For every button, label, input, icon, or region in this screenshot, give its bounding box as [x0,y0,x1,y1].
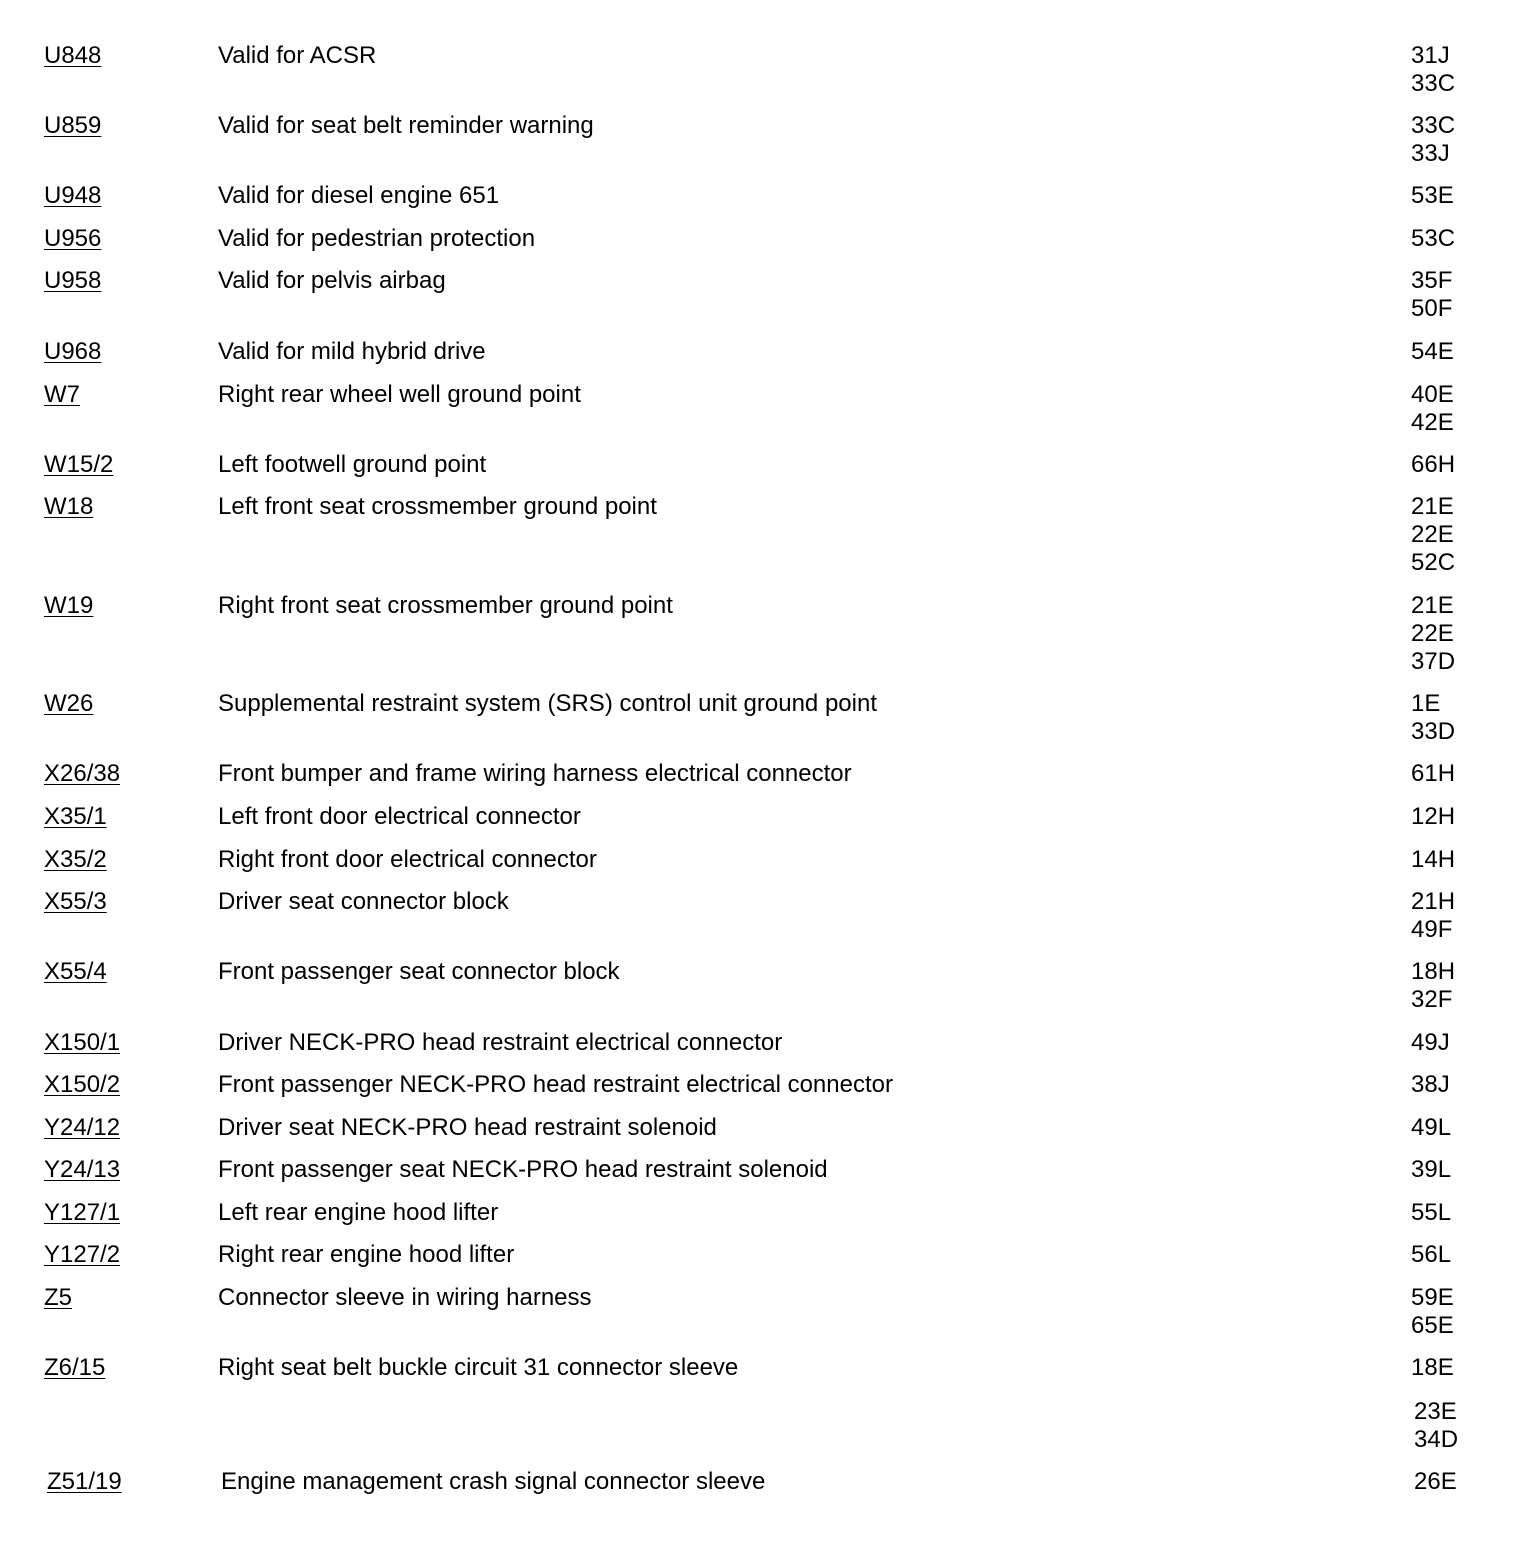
grid-references [1411,493,1455,577]
component-description: Valid for pedestrian protection [218,225,536,252]
grid-references [1411,225,1455,253]
grid-reference: 18E [1411,1354,1454,1381]
component-description: Left rear engine hood lifter [218,1199,499,1226]
component-code[interactable]: Z6/15 [44,1354,106,1381]
grid-references [1411,846,1455,874]
grid-references [1411,182,1454,210]
grid-references [1411,1199,1451,1227]
grid-references [1411,1156,1451,1184]
grid-reference: 59E [1411,1284,1454,1311]
grid-reference: 23E [1414,1398,1457,1425]
component-code[interactable]: Y127/1 [44,1199,121,1226]
grid-reference: 50F [1411,295,1453,322]
grid-references [1411,760,1455,788]
component-code[interactable]: U956 [44,225,102,252]
grid-reference: 1E [1411,690,1441,717]
grid-reference: 53C [1411,225,1456,252]
component-description: Driver NECK-PRO head restraint electrical connector [218,1029,783,1056]
component-code[interactable]: Z5 [44,1284,73,1311]
grid-references [1411,1071,1450,1099]
grid-reference: 49L [1411,1114,1452,1141]
grid-references [1411,1241,1451,1269]
grid-reference: 61H [1411,760,1456,787]
component-code[interactable]: U948 [44,182,102,209]
grid-references [1411,888,1455,944]
component-code[interactable]: Z51/19 [47,1468,122,1495]
component-description: Front bumper and frame wiring harness electrical connector [218,760,852,787]
component-description: Right rear wheel well ground point [218,381,581,408]
component-description: Valid for diesel engine 651 [218,182,500,209]
grid-reference: 38J [1411,1071,1450,1098]
grid-reference: 56L [1411,1241,1452,1268]
grid-references [1411,958,1455,1014]
component-description: Right front door electrical connector [218,846,597,873]
grid-reference: 33C [1411,70,1456,97]
component-description: Valid for mild hybrid drive [218,338,486,365]
grid-reference: 37D [1411,648,1456,675]
grid-reference: 21H [1411,888,1456,915]
grid-references [1411,592,1455,676]
grid-references [1411,1284,1454,1340]
component-description: Right seat belt buckle circuit 31 connector sleeve [218,1354,739,1381]
component-code[interactable]: Y127/2 [44,1241,121,1268]
grid-reference: 52C [1411,549,1456,576]
component-code[interactable]: W26 [44,690,94,717]
component-code[interactable]: X26/38 [44,760,121,787]
grid-references [1411,1114,1451,1142]
component-code[interactable]: U848 [44,42,102,69]
grid-reference: 18H [1411,958,1456,985]
grid-references [1411,1354,1454,1382]
grid-references [1411,112,1455,168]
component-code[interactable]: X35/2 [44,846,107,873]
grid-reference: 22E [1411,521,1454,548]
grid-references [1411,42,1455,98]
grid-reference: 65E [1411,1312,1454,1339]
grid-reference: 42E [1411,409,1454,436]
component-code[interactable]: X150/2 [44,1071,121,1098]
component-description: Left footwell ground point [218,451,487,478]
component-description: Right rear engine hood lifter [218,1241,515,1268]
grid-references [1414,1468,1457,1496]
component-code[interactable]: Y24/13 [44,1156,121,1183]
component-description: Valid for pelvis airbag [218,267,446,294]
grid-reference: 49F [1411,916,1453,943]
grid-references [1411,381,1454,437]
component-description: Front passenger seat connector block [218,958,620,985]
component-code[interactable]: Y24/12 [44,1114,121,1141]
grid-reference: 31J [1411,42,1450,69]
component-description: Left front door electrical connector [218,803,581,830]
component-code[interactable]: U958 [44,267,102,294]
grid-reference: 21E [1411,493,1454,520]
component-code[interactable]: W18 [44,493,94,520]
component-description: Engine management crash signal connector sleeve [221,1468,766,1495]
component-code[interactable]: X55/3 [44,888,107,915]
grid-reference: 55L [1411,1199,1452,1226]
grid-reference: 21E [1411,592,1454,619]
grid-reference: 14H [1411,846,1456,873]
grid-reference: 54E [1411,338,1454,365]
component-description: Supplemental restraint system (SRS) control unit ground point [218,690,877,717]
component-code[interactable]: X35/1 [44,803,107,830]
grid-references [1411,690,1455,746]
component-code[interactable]: W19 [44,592,94,619]
component-description: Driver seat connector block [218,888,509,915]
grid-reference: 49J [1411,1029,1450,1056]
grid-reference: 35F [1411,267,1453,294]
component-description: Connector sleeve in wiring harness [218,1284,592,1311]
grid-references [1411,803,1455,831]
component-description: Front passenger NECK-PRO head restraint electrical connector [218,1071,893,1098]
grid-reference: 33C [1411,112,1456,139]
grid-reference: 22E [1411,620,1454,647]
grid-reference: 26E [1414,1468,1457,1495]
grid-reference: 34D [1414,1426,1459,1453]
component-description: Front passenger seat NECK-PRO head restraint solenoid [218,1156,828,1183]
component-description: Right front seat crossmember ground point [218,592,673,619]
component-code[interactable]: W15/2 [44,451,114,478]
grid-references [1411,1029,1450,1057]
grid-references [1411,267,1452,323]
component-description: Valid for seat belt reminder warning [218,112,594,139]
component-code[interactable]: U968 [44,338,102,365]
grid-reference: 53E [1411,182,1454,209]
component-description: Left front seat crossmember ground point [218,493,657,520]
component-code[interactable]: X55/4 [44,958,107,985]
component-code[interactable]: U859 [44,112,102,139]
component-description: Driver seat NECK-PRO head restraint solenoid [218,1114,717,1141]
grid-reference: 12H [1411,803,1456,830]
grid-reference: 39L [1411,1156,1452,1183]
grid-reference: 32F [1411,986,1453,1013]
component-code[interactable]: W7 [44,381,80,408]
grid-reference: 33D [1411,718,1456,745]
grid-reference: 33J [1411,140,1450,167]
grid-references [1411,338,1454,366]
grid-reference: 66H [1411,451,1456,478]
component-code[interactable]: X150/1 [44,1029,121,1056]
component-description: Valid for ACSR [218,42,377,69]
grid-reference: 40E [1411,381,1454,408]
grid-references-continued [1414,1398,1458,1454]
grid-references [1411,451,1455,479]
